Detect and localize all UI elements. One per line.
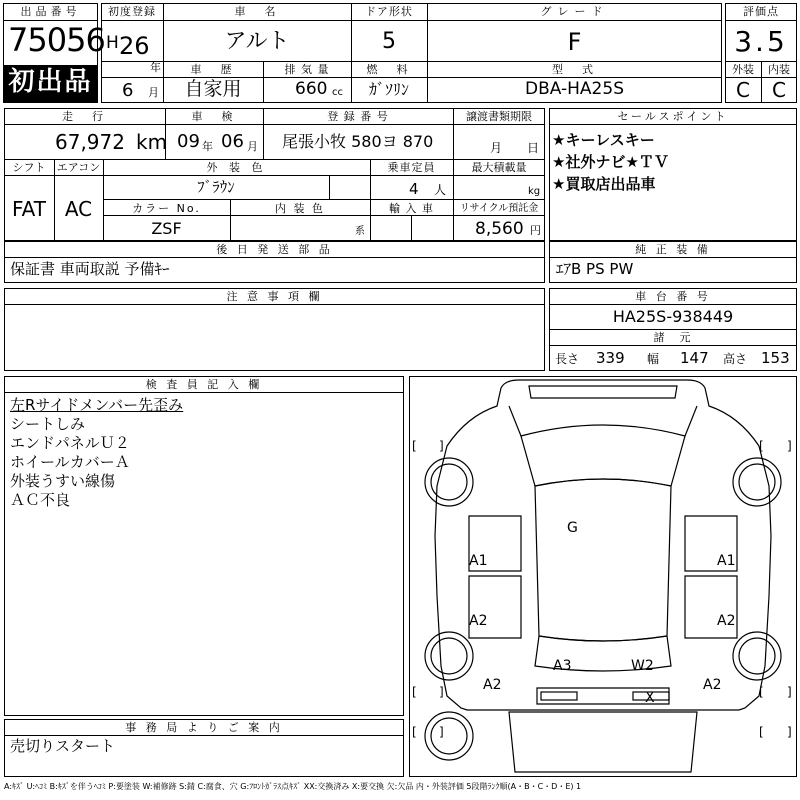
svg-text:]: ] — [439, 725, 444, 739]
height: 153 — [761, 349, 790, 367]
wheel-front-right — [733, 458, 781, 506]
svg-text:[: [ — [759, 685, 764, 699]
grade-label: グレード — [540, 5, 609, 18]
grade: F — [567, 28, 582, 56]
mark-a2-left-mid: A2 — [469, 613, 488, 629]
first-reg-label: 初度登録 — [108, 5, 156, 18]
equipment-label: 純 正 装 備 — [635, 243, 711, 256]
capacity-label: 乗車定員 — [387, 161, 436, 174]
length-label: 長さ — [555, 352, 580, 366]
score: 3.5 — [734, 25, 788, 58]
dims-label: 諸 元 — [653, 331, 693, 344]
width: 147 — [680, 349, 709, 367]
inspector-line: ＡＣ不良 — [10, 491, 71, 509]
svg-text:[: [ — [759, 439, 764, 453]
wheel-front-left-inner — [431, 464, 467, 500]
svg-text:]: ] — [787, 439, 792, 453]
history: 自家用 — [184, 78, 242, 100]
later-parts-label: 後 日 発 送 部 品 — [216, 243, 333, 256]
interior-unit: 系 — [355, 226, 365, 237]
mileage-label: 走 行 — [62, 110, 107, 123]
insp-year-unit: 年 — [202, 140, 213, 153]
recycle: 8,560 — [475, 219, 524, 239]
color-no-label: カラー No. — [132, 202, 201, 215]
equipment-text: ｴｱB PS PW — [556, 260, 634, 278]
first-reg-year: 26 — [119, 32, 150, 60]
mark-a1-left: A1 — [469, 553, 488, 569]
lot-number-label: 出品番号 — [20, 5, 81, 18]
mark-x: X — [645, 690, 655, 706]
door-label: ドア形状 — [365, 5, 413, 18]
front-bumper — [529, 386, 677, 398]
ext-grade: C — [736, 78, 750, 102]
office-label: 事 務 局 よ り ご 案 内 — [125, 721, 283, 734]
era: H — [106, 33, 119, 53]
mark-w2: W2 — [631, 658, 654, 674]
color-no: ZSF — [151, 219, 182, 238]
wheel-rear-right-inner — [739, 638, 775, 674]
first-listing-text: 初出品 — [8, 67, 93, 97]
mileage: 67,972 — [55, 130, 125, 154]
legend-footer: A:ｷｽﾞ U:ﾍｺﾐ B:ｷｽﾞを伴うﾍｺﾐ P:要塗装 W:補修跡 S:錆 C:腐食、穴 G:ﾌﾛﾝﾄｶﾞﾗｽ点ｷｽﾞ XX:交換済み X:要交換 欠:欠品 内・外装評価 5段階ﾗﾝｸ順(A・B・C・D・E) 1 — [4, 782, 582, 791]
recycle-unit: 円 — [530, 224, 541, 237]
sales-point-item: ★買取店出品車 — [552, 175, 656, 193]
svg-text:[: [ — [412, 439, 417, 453]
displacement: 660 — [295, 79, 328, 99]
inspector-line: エンドパネルＵ２ — [10, 434, 130, 452]
import-label: 輸 入 車 — [389, 202, 434, 215]
body-outline — [435, 380, 771, 710]
windshield — [521, 425, 685, 486]
fuel: ｶﾞｿﾘﾝ — [368, 80, 409, 99]
mark-a2-right-mid: A2 — [717, 613, 736, 629]
displacement-unit: cc — [332, 87, 343, 98]
length: 339 — [596, 349, 625, 367]
int-grade-label: 内装 — [768, 63, 790, 76]
inspector-line: シートしみ — [10, 415, 86, 433]
model: DBA-HA25S — [525, 79, 624, 99]
mark-a3: A3 — [553, 658, 572, 674]
inspector-line: 外装うすい線傷 — [10, 472, 116, 490]
inspection-label: 車 検 — [191, 110, 237, 123]
mark-a1-right: A1 — [717, 553, 736, 569]
office-text: 売切りスタート — [10, 737, 116, 755]
ac-label: エアコン — [56, 161, 101, 174]
car-diagram — [409, 376, 797, 777]
chassis-number: HA25S-938449 — [612, 307, 734, 326]
wheel-front-left — [425, 458, 473, 506]
svg-text:]: ] — [439, 439, 444, 453]
capacity-unit: 人 — [434, 183, 447, 197]
recycle-label: リサイクル預託金 — [459, 203, 539, 214]
model-label: 型 式 — [552, 63, 597, 76]
spare-wheel — [425, 712, 473, 760]
svg-text:]: ] — [439, 685, 444, 699]
plate: 尾張小牧 580ヨ 870 — [282, 132, 434, 151]
transfer-day-unit: 日 — [527, 141, 540, 155]
car-name: アルト — [224, 29, 290, 54]
undercarriage — [509, 712, 697, 772]
mark-g: G — [567, 520, 578, 536]
sales-point-item: ★キーレスキー — [552, 131, 655, 149]
car-name-label: 車 名 — [234, 5, 280, 18]
mark-a2-left-low: A2 — [483, 677, 502, 693]
mark-a2-right-low: A2 — [703, 677, 722, 693]
notes-label: 注 意 事 項 欄 — [226, 290, 323, 303]
doors: 5 — [382, 29, 396, 54]
mileage-unit: km — [136, 130, 168, 154]
interior-label: 内 装 色 — [275, 202, 325, 215]
svg-text:]: ] — [787, 685, 792, 699]
int-grade: C — [772, 78, 786, 102]
wheel-rear-left — [425, 632, 473, 680]
inspector-line: 左Rサイドメンバー先歪み — [10, 396, 184, 414]
insp-month: 06 — [221, 131, 244, 152]
inspector-label: 検 査 員 記 入 欄 — [145, 378, 263, 391]
wheel-front-right-inner — [739, 464, 775, 500]
score-label: 評価点 — [743, 5, 779, 18]
history-label: 車 歴 — [190, 63, 236, 76]
svg-text:[: [ — [412, 725, 417, 739]
load-label: 最大積載量 — [471, 161, 527, 174]
wheel-rear-left-inner — [431, 638, 467, 674]
ac: AC — [64, 197, 93, 221]
sales-points-label: セールスポイント — [617, 110, 729, 123]
inspector-line: ホイールカバーＡ — [10, 453, 130, 471]
load-unit: kg — [528, 186, 541, 197]
transfer-label: 譲渡書類期限 — [466, 110, 532, 123]
sales-points-list — [552, 129, 669, 195]
later-parts-text: 保証書 車両取説 予備ｷｰ — [10, 260, 170, 278]
sales-point-item: ★社外ナビ★ＴＶ — [552, 153, 669, 171]
lot-number: 75056 — [8, 21, 105, 59]
shift-label: シフト — [12, 161, 46, 174]
color-label: 外 装 色 — [206, 161, 267, 174]
year-unit: 年 — [150, 61, 161, 74]
displacement-label: 排 気 量 — [284, 63, 330, 76]
svg-text:]: ] — [787, 725, 792, 739]
first-reg-month: 6 — [122, 80, 134, 101]
chassis-label: 車 台 番 号 — [635, 290, 711, 303]
svg-text:[: [ — [759, 725, 764, 739]
transfer-month-unit: 月 — [490, 141, 503, 155]
insp-year: 09 — [177, 131, 200, 152]
spare-wheel-inner — [431, 718, 467, 754]
capacity: 4 — [409, 180, 419, 198]
fuel-label: 燃 料 — [366, 63, 412, 76]
shift: FAT — [11, 197, 46, 221]
roof — [535, 479, 671, 641]
plate-label: 登 録 番 号 — [327, 110, 389, 123]
ext-grade-label: 外装 — [732, 63, 754, 76]
width-label: 幅 — [647, 352, 660, 366]
svg-text:[: [ — [412, 685, 417, 699]
rear-light-left — [541, 692, 577, 700]
wheel-rear-right — [733, 632, 781, 680]
insp-month-unit: 月 — [247, 140, 258, 153]
height-label: 高さ — [723, 352, 748, 366]
month-unit: 月 — [148, 86, 159, 99]
color: ﾌﾞﾗｳﾝ — [197, 178, 235, 196]
inspector-lines — [10, 396, 183, 510]
